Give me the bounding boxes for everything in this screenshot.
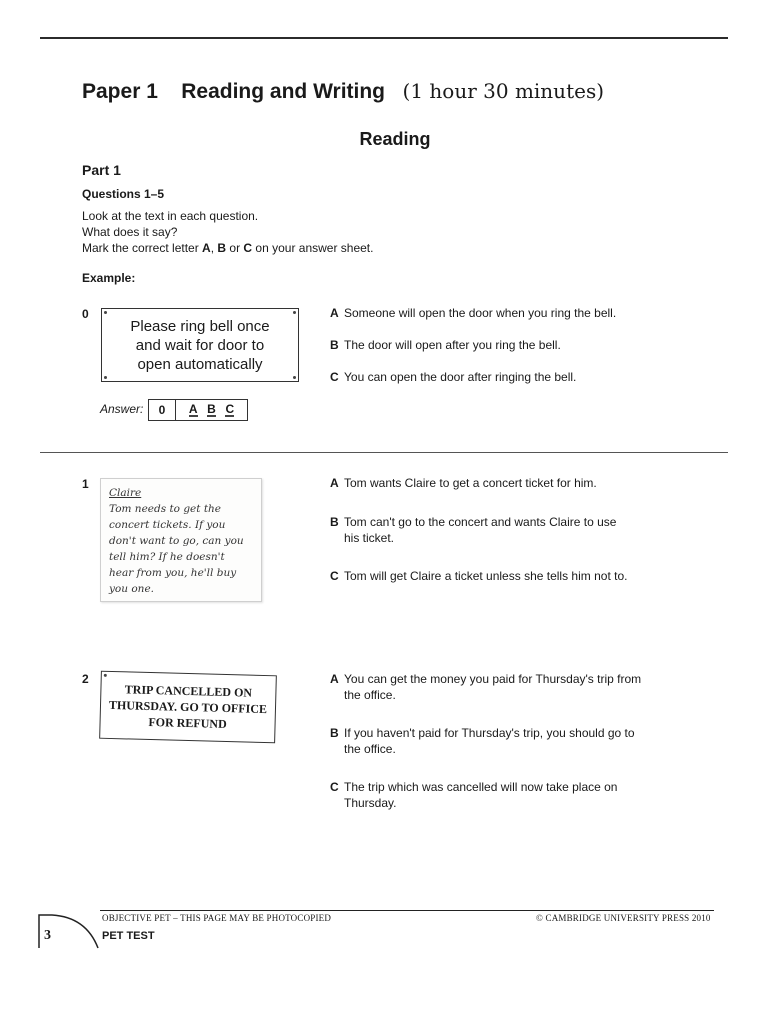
section-heading: Reading [359,129,431,149]
answer-number: 0 [149,400,176,420]
divider [40,452,728,453]
option-c: C The trip which was cancelled will now take place on Thursday. [330,780,618,810]
option-b: B The door will open after you ring the bell. [330,338,561,352]
answer-letter-a: A [188,402,198,416]
instruction-line: Mark the correct letter A, B or C on your answer sheet. [82,241,374,255]
question-number: 0 [82,307,89,321]
option-c: C Tom will get Claire a ticket unless she tells him not to. [330,569,628,583]
question-number: 2 [82,672,89,686]
footer-test-name: PET TEST [102,930,155,942]
footer-copyright: © CAMBRIDGE UNIVERSITY PRESS 2010 [536,913,711,923]
note-line: you one. [109,583,154,595]
option-b: B Tom can't go to the concert and wants Claire to use his ticket. [330,515,617,545]
instructions [82,208,373,256]
sign-line: open automatically [137,355,263,373]
note-line: Tom needs to get the [109,503,222,515]
door-sign [101,308,299,382]
notice-sign [99,671,277,744]
instruction-line: What does it say? [82,225,178,239]
answer-label: Answer: [100,402,144,416]
note-salutation: Claire [109,487,142,499]
note-line: tell him? If he doesn't [109,551,225,563]
footer-copy-note: OBJECTIVE PET – THIS PAGE MAY BE PHOTOCOPIED [102,913,332,923]
sign-line: THURSDAY. GO TO OFFICE [108,697,268,717]
handwritten-note [100,478,262,602]
note-line: concert tickets. If you [109,519,226,531]
option-b: B If you haven't paid for Thursday's trip, you should go to the office. [330,726,635,756]
option-a: A Someone will open the door when you ring the bell. [330,306,617,320]
sign-line: FOR REFUND [148,714,227,732]
page-number: 3 [44,928,51,943]
paper-duration: (1 hour 30 minutes) [402,79,605,103]
option-c: C You can open the door after ringing the bell. [330,370,577,384]
footer-rule [100,910,714,911]
paper-label: Paper 1 [82,80,158,103]
sign-line: TRIP CANCELLED ON [124,682,253,700]
top-rule [40,37,728,39]
part-heading: Part 1 [82,162,121,178]
note-line: hear from you, he'll buy [109,567,237,579]
answer-letter-c: C [225,402,235,416]
option-a: A Tom wants Claire to get a concert ticket for him. [330,476,597,490]
answer-box [148,399,248,421]
sign-line: Please ring bell once [130,317,270,335]
paper-title: Reading and Writing [181,80,386,103]
answer-letter-b: B [207,402,216,416]
sign-line: and wait for door to [135,336,265,354]
page-title [82,79,604,104]
questions-range: Questions 1–5 [82,187,165,201]
option-a: A You can get the money you paid for Thursday's trip from the office. [330,672,642,702]
question-number: 1 [82,477,89,491]
example-label: Example: [82,271,136,285]
instruction-line: Look at the text in each question. [82,209,259,223]
note-line: don't want to go, can you [109,535,244,547]
